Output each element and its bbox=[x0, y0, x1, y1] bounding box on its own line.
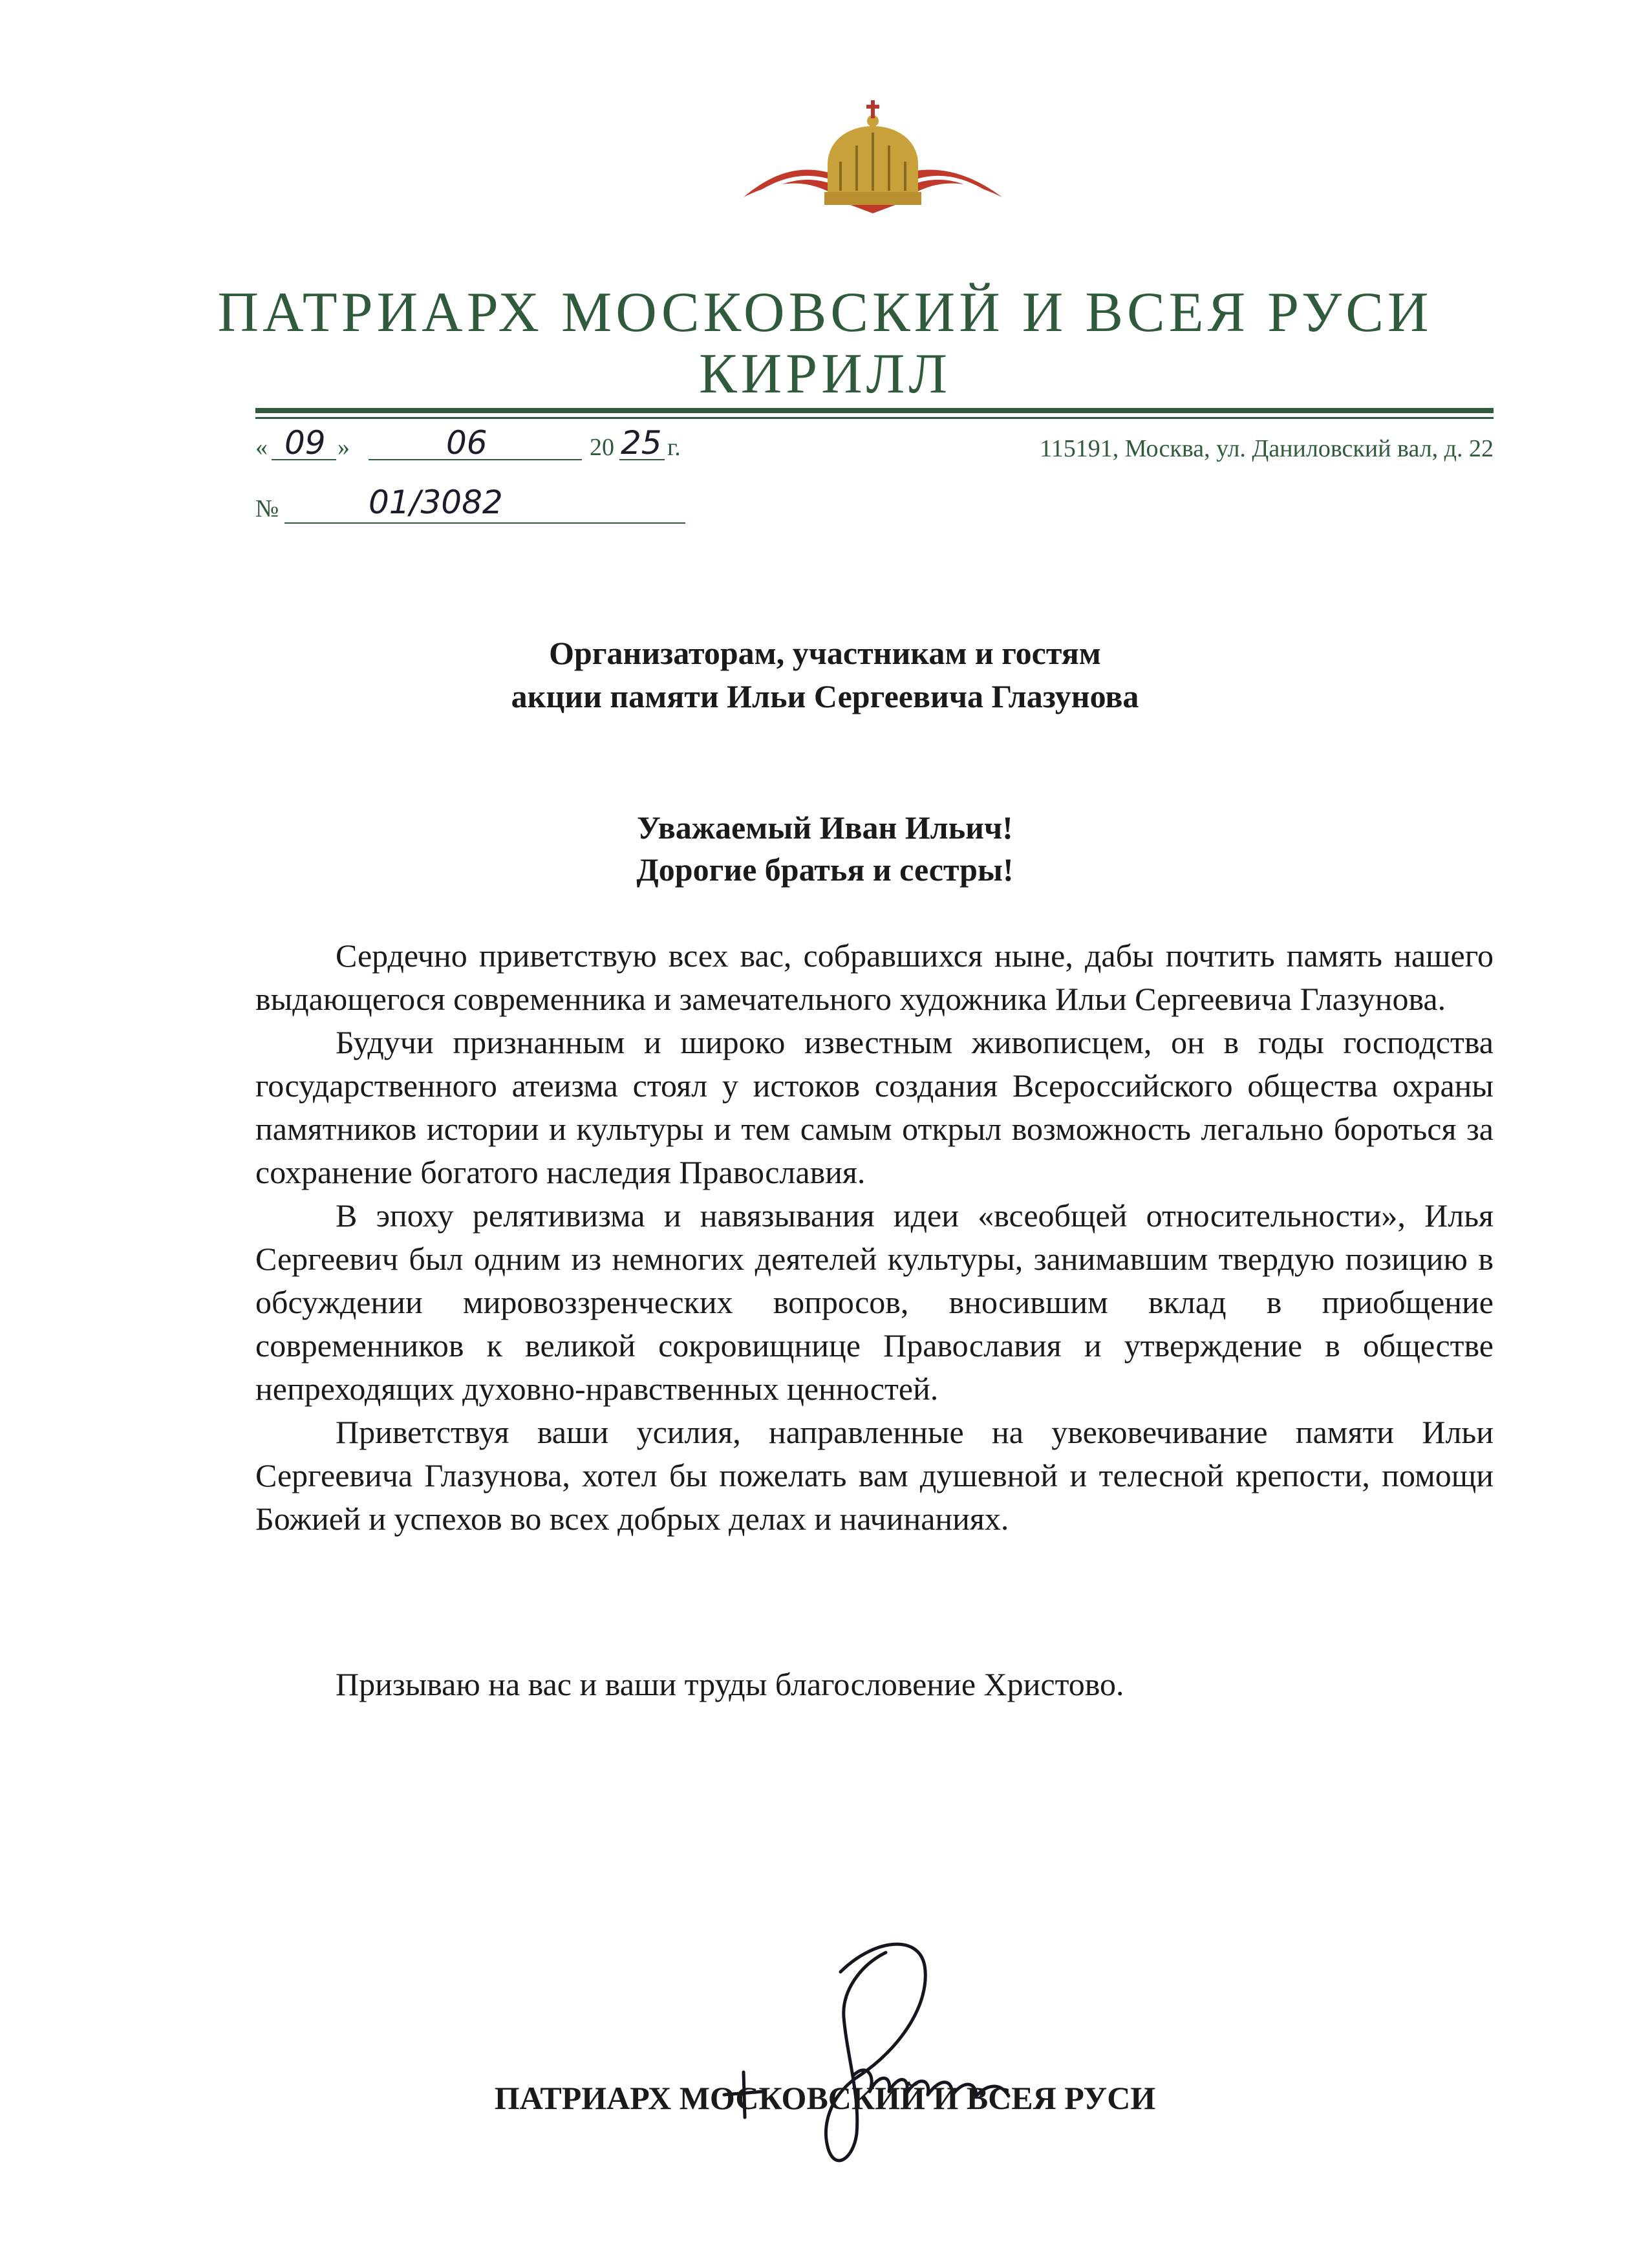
salutation-line-1: Уважаемый Иван Ильич! bbox=[637, 809, 1013, 846]
date-year-prefix: 20 bbox=[590, 434, 614, 461]
letter-body bbox=[255, 934, 1494, 1541]
body-paragraph: Приветствуя ваши усилия, направленные на увековечивание памяти Ильи Сергеевича Глазунова, хотел бы пожелать вам душевной и телесной крепости, помощи Божией и успехов во всех добрых делах и начинаниях. bbox=[255, 1414, 1494, 1537]
letterhead-name: КИРИЛЛ bbox=[698, 343, 952, 405]
addressee-line-1: Организаторам, участникам и гостям bbox=[549, 635, 1101, 671]
salutation-line-2: Дорогие братья и сестры! bbox=[636, 851, 1014, 888]
date-month: 06 bbox=[446, 424, 488, 462]
closing-blessing: Призываю на вас и ваши труды благословение Христово. bbox=[336, 1666, 1124, 1702]
date-open-quote: « bbox=[255, 434, 268, 461]
number-label: № bbox=[255, 495, 279, 522]
date-close-quote: » bbox=[338, 434, 350, 461]
body-paragraph: Будучи признанным и широко известным живописцем, он в годы господства государственного атеизма стоял у истоков создания Всероссийского общества охраны памятников истории и культуры и тем самым открыл возможность легально бороться за сохранение богатого наследия Православия. bbox=[255, 1024, 1494, 1190]
date-day: 09 bbox=[284, 424, 326, 462]
body-paragraph: В эпоху релятивизма и навязывания идеи «всеобщей относительности», Илья Сергеевич был одним из немногих деятелей культуры, занимавшим твердую позицию в обсуждении мировоззренческих вопросов, вносившим вклад в приобщение современников к великой сокровищнице Православия и утверждение в обществе непреходящих духовно-нравственных ценностей. bbox=[255, 1197, 1494, 1407]
patriarch-crown-emblem-icon bbox=[737, 100, 1009, 230]
letterhead-rule-thick bbox=[255, 408, 1494, 413]
sender-address: 115191, Москва, ул. Даниловский вал, д. 22 bbox=[1040, 435, 1494, 462]
letterhead-title: ПАТРИАРХ МОСКОВСКИЙ И ВСЕЯ РУСИ bbox=[217, 281, 1433, 344]
number-line bbox=[284, 522, 685, 524]
letterhead-rule-thin bbox=[255, 417, 1494, 419]
footer-title: ПАТРИАРХ МОСКОВСКИЙ И ВСЕЯ РУСИ bbox=[494, 2080, 1156, 2116]
date-year-suffix: 25 bbox=[621, 424, 662, 462]
date-year-label: г. bbox=[667, 434, 681, 461]
addressee-line-2: акции памяти Ильи Сергеевича Глазунова bbox=[511, 678, 1139, 714]
body-paragraph: Сердечно приветствую всех вас, собравшихся ныне, дабы почтить память нашего выдающегося современника и замечательного художника Ильи Сергеевича Глазунова. bbox=[255, 937, 1494, 1017]
document-number: 01/3082 bbox=[369, 484, 503, 521]
handwritten-signature bbox=[705, 1927, 1067, 2198]
